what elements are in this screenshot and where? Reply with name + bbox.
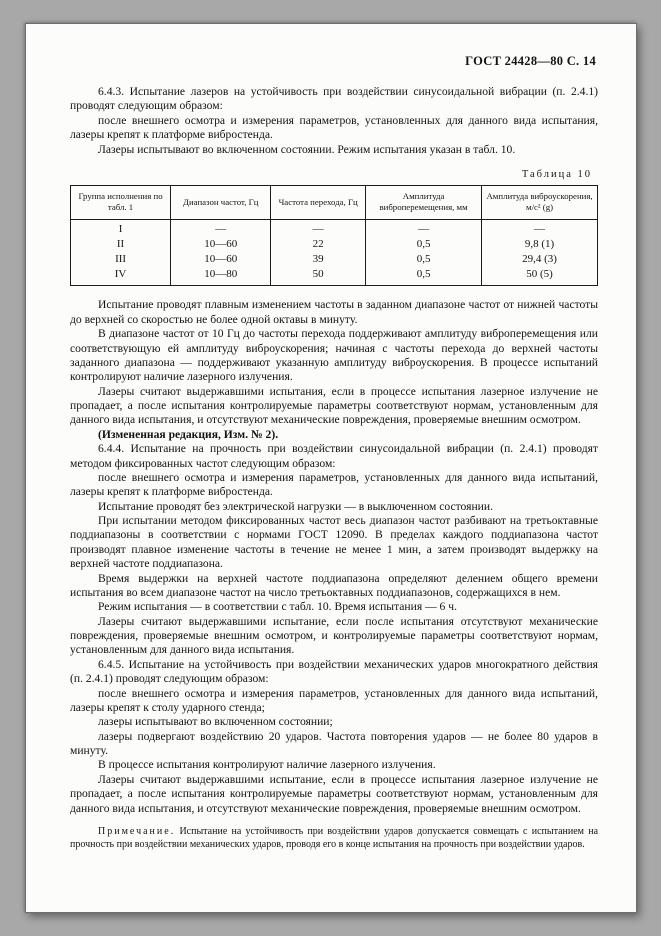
table-row [71, 237, 598, 252]
paragraph: Испытание проводят без электрической нагрузки — в выключенном состоянии. [98, 499, 493, 513]
page-header: ГОСТ 24428—80 С. 14 [465, 54, 596, 68]
clause-6-4-5-paragraph: 6.4.5. Испытание на устойчивость при воздействии механических ударов многократного действия (п. 2.4.1) проводят следующим образом: [70, 657, 598, 686]
footnote-text: Испытание на устойчивость при воздействии ударов допускается совмещать с испытанием на прочность при воздействии механических ударов, проводя его в конце испытания на прочность при воздействии ударов. [70, 825, 599, 850]
paragraph: Лазеры считают выдержавшими испытание, если после испытания отсутствуют механические повреждения, проверяемые внешним осмотром, и контролируемые параметры соответствуют нормам, установленным для данного вида испытания. [70, 614, 598, 657]
table-cell: — [271, 219, 366, 237]
table-row [71, 252, 598, 267]
paragraph: лазеры подвергают воздействию 20 ударов. Частота повторения ударов — не более 80 ударов в минуту. [70, 729, 598, 758]
table-cell: 0,5 [366, 267, 482, 286]
paragraph: Лазеры считают выдержавшими испытания, если в процессе испытания лазерное излучение не пропадает, а после испытания контролируемые параметры соответствуют нормам, установленным для данного вида испытания, и отсутствуют механические повреждения, проверяемые внешним осмотром. [70, 384, 598, 427]
footnote-paragraph [70, 826, 598, 852]
clause-6-4-4-paragraph: 6.4.4. Испытание на прочность при воздействии синусоидальной вибрации (п. 2.4.1) проводят методом фиксированных частот следующим образом: [70, 442, 598, 470]
table-caption: Таблица 10 [521, 168, 592, 180]
paragraph: При испытании методом фиксированных частот весь диапазон частот разбивают на третьоктавные поддиапазоны в соответствии с нормами ГОСТ 12090. В пределах каждого поддиапазона частот производят плавное изменение частоты в течение не менее 1 мин, а затем производят выдержку на верхней частоте поддиапазона. [70, 514, 598, 571]
table-cell: II [71, 237, 171, 252]
table-cell: 0,5 [366, 252, 482, 267]
paragraph: Время выдержки на верхней частоте поддиапазона определяют делением общего времени испытания во всем диапазоне частот на число третьоктавных поддиапазонов, содержащихся в нем. [70, 571, 598, 599]
paragraph: Лазеры испытывают во включенном состоянии. Режим испытания указан в табл. 10. [98, 142, 516, 156]
table-header-cell: Частота перехода, Гц [271, 185, 366, 219]
table-cell: 10—60 [171, 237, 271, 252]
table-cell: 10—80 [171, 267, 271, 286]
table-cell: IV [71, 267, 171, 286]
table-cell: — [366, 219, 482, 237]
table-cell: I [71, 219, 171, 237]
table-cell: 9,8 (1) [482, 237, 598, 252]
table-cell: — [171, 219, 271, 237]
table-header-cell: Диапазон частот, Гц [171, 185, 271, 219]
document-page [25, 23, 637, 913]
table-cell: 39 [271, 252, 366, 267]
paragraph: после внешнего осмотра и измерения параметров, установленных для данного вида испытаний, лазеры крепят к столу ударного стенда; [70, 686, 598, 714]
table-cell: 50 [271, 267, 366, 286]
paragraph: Лазеры считают выдержавшими испытание, если в процессе испытания лазерное излучение не пропадает, а после испытания контролируемые параметры соответствуют нормам, установленным для данного вида испытания, и отсутствуют механические повреждения, проверяемые внешним осмотром. [70, 772, 598, 815]
clause-6-4-3-paragraph: 6.4.3. Испытание лазеров на устойчивость при воздействии синусоидальной вибрации (п. 2.4.1) проводят следующим образом: [70, 85, 598, 113]
table-cell: 10—60 [171, 252, 271, 267]
table-header-cell: Амплитуда виброускорения, м/с² (g) [482, 185, 598, 219]
table-row [71, 219, 598, 237]
table-row [71, 267, 598, 286]
paragraph: Режим испытания — в соответствии с табл. 10. Время испытания — 6 ч. [98, 600, 457, 614]
table-cell: 0,5 [366, 237, 482, 252]
amendment-note-paragraph: (Измененная редакция, Изм. № 2). [98, 427, 279, 441]
table-10 [70, 185, 598, 287]
paragraph: В диапазоне частот от 10 Гц до частоты перехода поддерживают амплитуду виброперемещения или соответствующую ей амплитуду виброускорения; начиная с частоты перехода до верхней частоты заданного диапазона — поддерживают указанную амплитуду виброускорения. В процессе испытаний контролируют наличие лазерного излучения. [70, 327, 598, 384]
paragraph: лазеры испытывают во включенном состоянии; [98, 715, 333, 729]
paragraph: после внешнего осмотра и измерения параметров, установленных для данного вида испытания, лазеры крепят к платформе вибростенда. [70, 113, 598, 142]
table-header-row [71, 185, 598, 219]
table-cell: 29,4 (3) [482, 252, 598, 267]
table-header-cell: Амплитуда виброперемещения, мм [366, 185, 482, 219]
paragraph: В процессе испытания контролируют наличие лазерного излучения. [98, 758, 436, 772]
paragraph: Испытание проводят плавным изменением частоты в заданном диапазоне частот от нижней частоты до верхней со скоростью не более одной октавы в минуту. [70, 298, 598, 326]
paragraph: после внешнего осмотра и измерения параметров, установленных для данного вида испытаний, лазеры крепят к платформе вибростенда. [70, 470, 598, 499]
table-header-cell: Группа исполнения по табл. 1 [71, 185, 171, 219]
table-cell: 22 [271, 237, 366, 252]
table-cell: 50 (5) [482, 267, 598, 286]
table-cell: III [71, 252, 171, 267]
table-cell: — [482, 219, 598, 237]
footnote-label: Примечание. [98, 825, 176, 837]
